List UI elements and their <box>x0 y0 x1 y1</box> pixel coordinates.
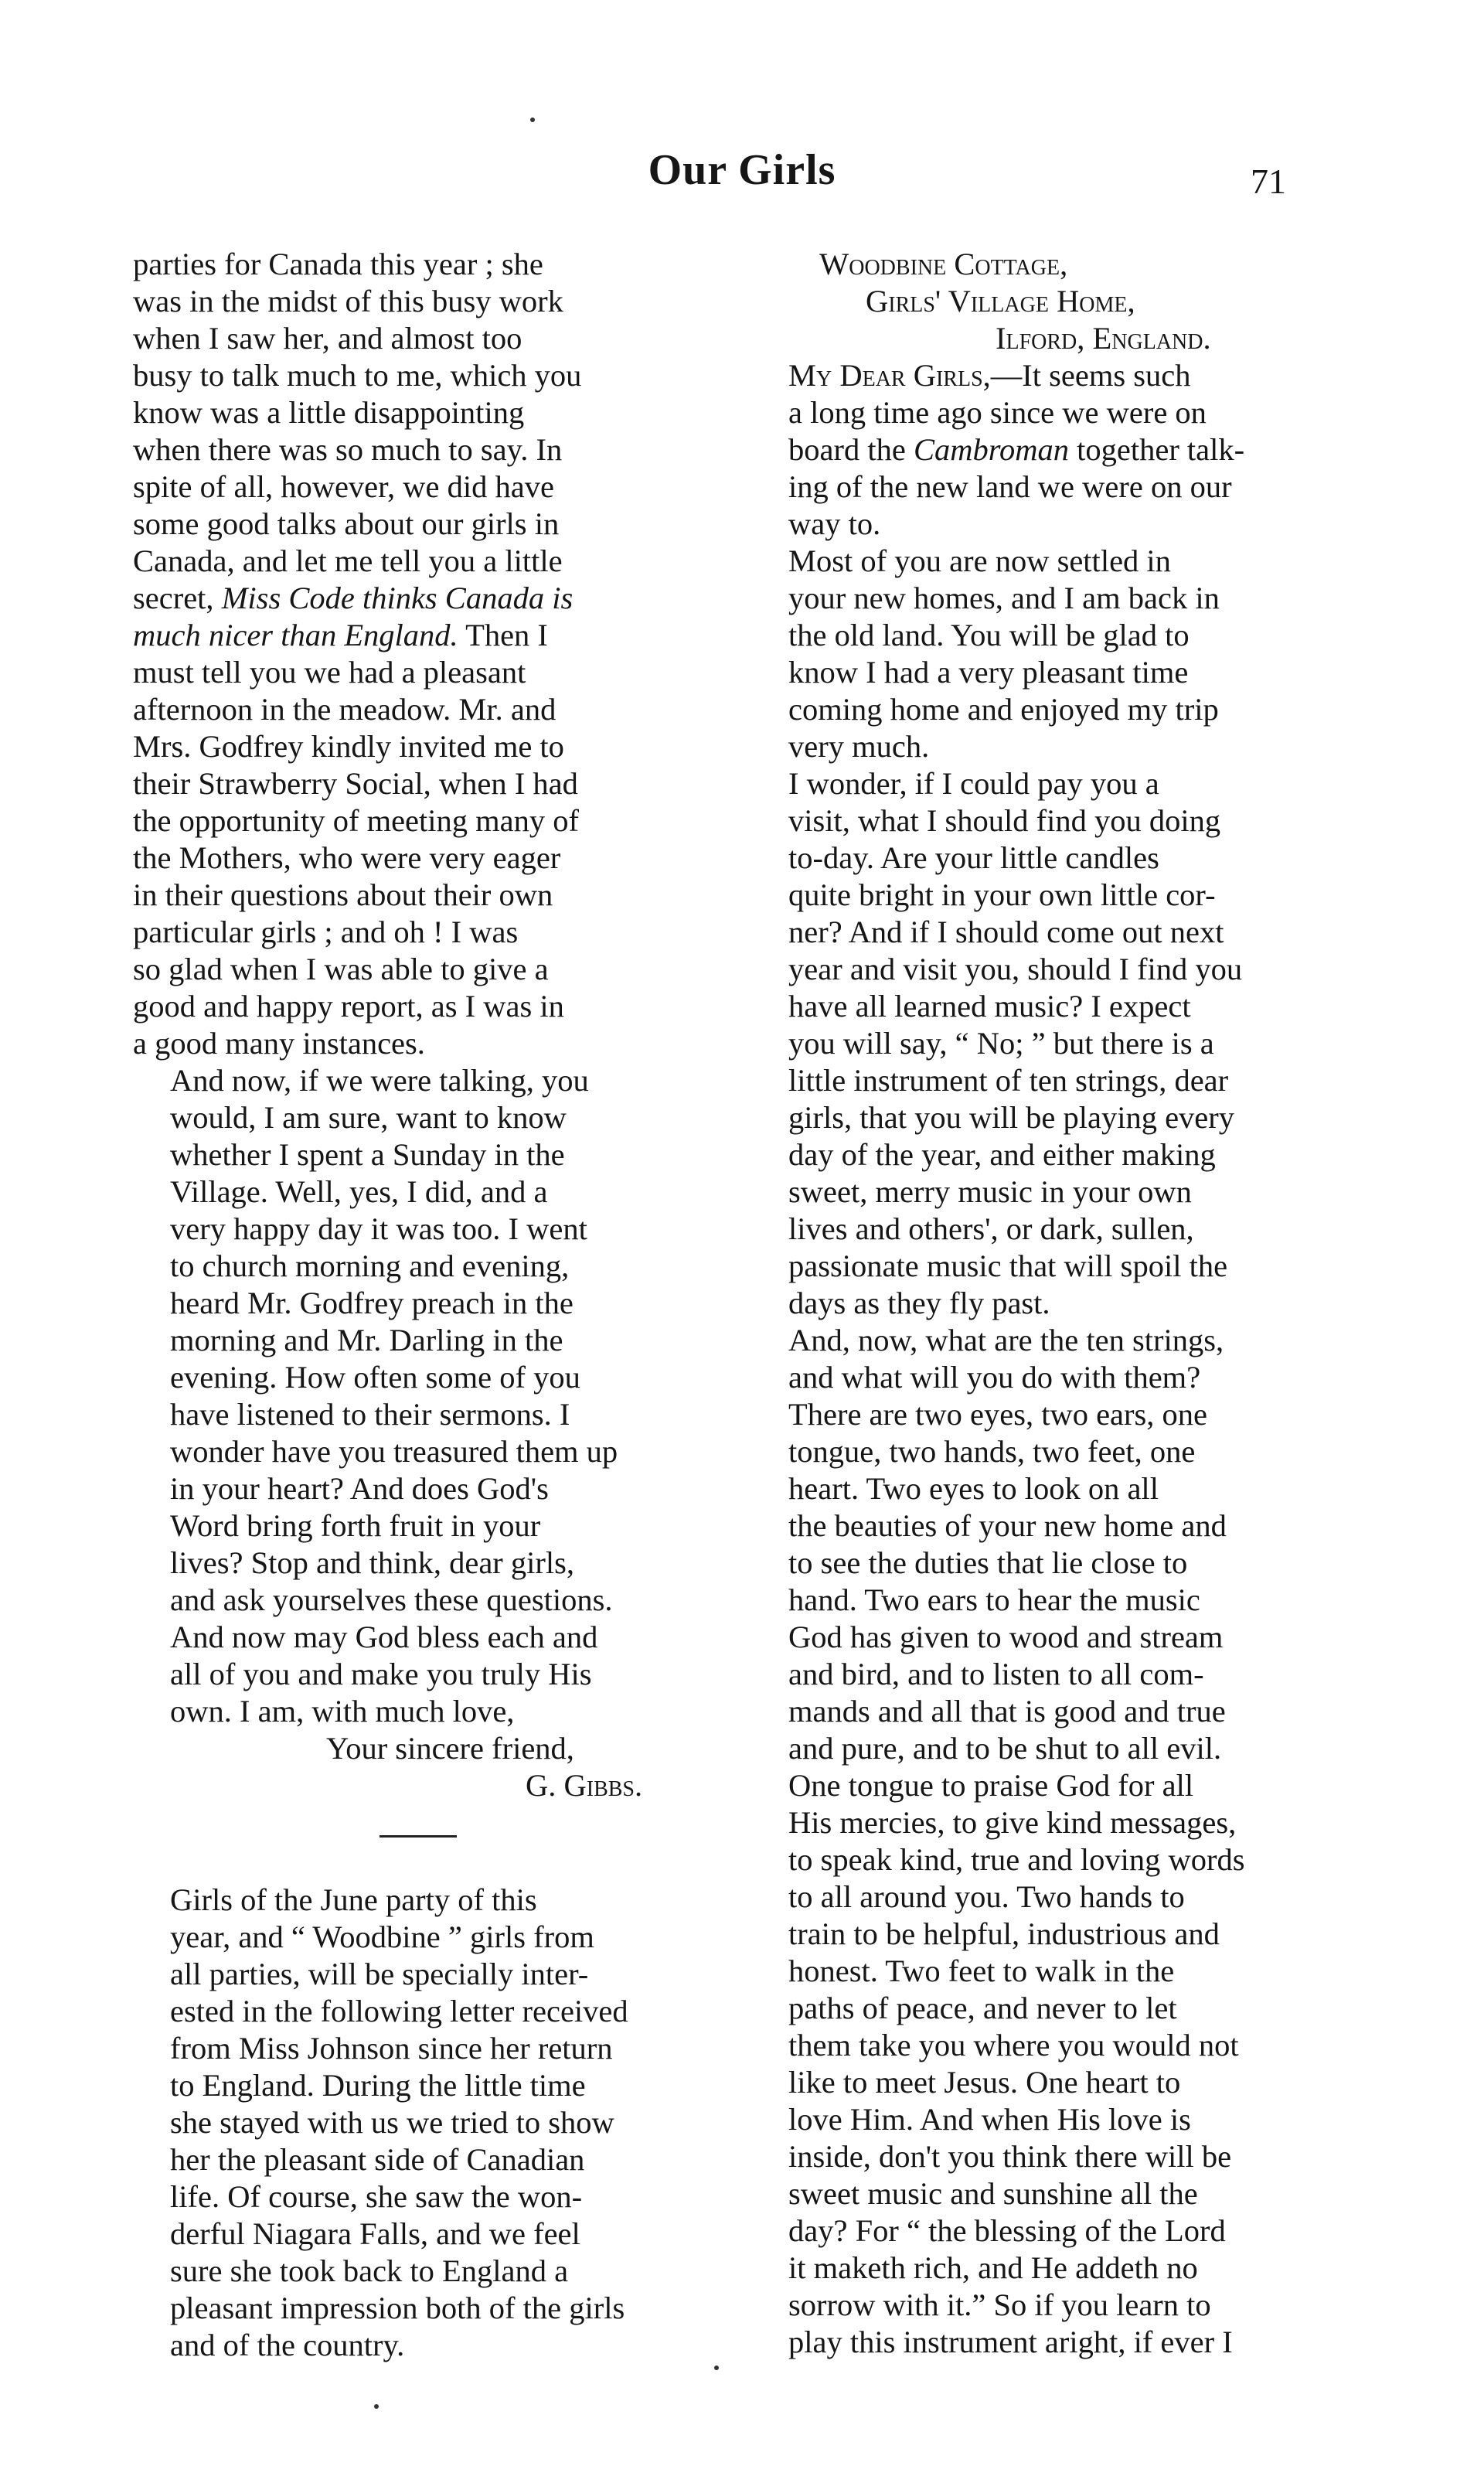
text-line: know I had a very pleasant time <box>788 655 1189 690</box>
text-line: evening. How often some of you <box>170 1360 580 1395</box>
text-line: to see the duties that lie close to <box>788 1545 1188 1580</box>
text-line: And now, if we were talking, you <box>170 1063 589 1098</box>
text-line: coming home and enjoyed my trip <box>788 692 1219 727</box>
page-title: Our Girls <box>648 146 836 194</box>
text-line: very much. <box>788 729 930 764</box>
text-line: pleasant impression both of the girls <box>170 2291 625 2325</box>
text-line: in their questions about their own <box>133 877 553 912</box>
speck-mark <box>714 2366 719 2370</box>
text-line: you will say, “ No; ” but there is a <box>788 1026 1214 1061</box>
right-paragraph-3 <box>751 765 1333 1322</box>
text-line: so glad when I was able to give a <box>133 952 549 986</box>
text-line: passionate music that will spoil the <box>788 1248 1228 1283</box>
text-line: lives and others', or dark, sullen, <box>788 1211 1194 1246</box>
address-line: Ilford, England. <box>996 321 1211 356</box>
text-line: And now may God bless each and <box>170 1620 598 1654</box>
text-line: the old land. You will be glad to <box>788 618 1190 652</box>
text-line: God has given to wood and stream <box>788 1620 1224 1654</box>
text-line: busy to talk much to me, which you <box>133 358 582 393</box>
text-line: from Miss Johnson since her return <box>170 2031 613 2066</box>
text-line: to speak kind, true and loving words <box>788 1842 1245 1877</box>
text-line: parties for Canada this year ; she <box>133 247 543 281</box>
text-line: quite bright in your own little cor- <box>788 877 1216 912</box>
text-line: honest. Two feet to walk in the <box>788 1953 1175 1988</box>
text-line: heard Mr. Godfrey preach in the <box>170 1286 574 1320</box>
text-line: it maketh rich, and He addeth no <box>788 2250 1198 2285</box>
text-line: little instrument of ten strings, dear <box>788 1063 1229 1098</box>
text-line: ested in the following letter received <box>170 1994 628 2028</box>
text-line: morning and Mr. Darling in the <box>170 1323 563 1357</box>
text-line: and bird, and to listen to all com- <box>788 1657 1204 1691</box>
text-line: she stayed with us we tried to show <box>170 2105 614 2140</box>
text-line: whether I spent a Sunday in the <box>170 1137 565 1172</box>
text-run: secret, <box>133 581 222 615</box>
speck-mark <box>374 2404 379 2409</box>
text-line: lives? Stop and think, dear girls, <box>170 1545 575 1580</box>
text-line: and of the country. <box>170 2328 405 2362</box>
text-line: Canada, and let me tell you a little <box>133 543 563 578</box>
text-line: way to. <box>788 506 881 541</box>
text-line: know was a little disappointing <box>133 395 525 430</box>
italic-run: much nicer than England. <box>133 618 458 652</box>
text-line: mands and all that is good and true <box>788 1694 1226 1729</box>
text-line: train to be helpful, industrious and <box>788 1916 1220 1951</box>
text-line <box>133 617 719 654</box>
salutation: My Dear Girls, <box>788 358 991 393</box>
text-line: to church morning and evening, <box>170 1248 570 1283</box>
text-line: have all learned music? I expect <box>788 989 1191 1024</box>
address-line: Girls' Village Home, <box>866 284 1135 318</box>
text-line: derful Niagara Falls, and we feel <box>170 2216 580 2251</box>
text-line: life. Of course, she saw the won- <box>170 2179 583 2214</box>
text-run: Then I <box>458 618 548 652</box>
text-line: day? For “ the blessing of the Lord <box>788 2213 1226 2248</box>
text-line: paths of peace, and never to let <box>788 1991 1177 2025</box>
left-paragraph-1 <box>133 246 719 1062</box>
text-line: must tell you we had a pleasant <box>133 655 526 690</box>
text-line: when I saw her, and almost too <box>133 321 522 356</box>
text-line: Mrs. Godfrey kindly invited me to <box>133 729 564 764</box>
right-paragraph-1 <box>751 357 1333 543</box>
text-line: would, I am sure, want to know <box>170 1100 567 1135</box>
text-line: to England. During the little time <box>170 2068 586 2103</box>
text-line: have listened to their sermons. I <box>170 1397 570 1432</box>
text-line: and what will you do with them? <box>788 1360 1201 1395</box>
italic-run: Cambroman <box>913 432 1069 467</box>
speck-mark <box>530 118 535 122</box>
page-number: 71 <box>1251 162 1286 201</box>
text-line: a good many instances. <box>133 1026 425 1061</box>
address-line: Woodbine Cottage, <box>819 247 1068 281</box>
italic-run: Miss Code thinks Canada is <box>221 581 574 615</box>
text-line: days as they fly past. <box>788 1286 1050 1320</box>
left-column <box>133 246 719 1804</box>
text-line: ner? And if I should come out next <box>788 915 1224 949</box>
text-line: Word bring forth fruit in your <box>170 1508 541 1543</box>
text-line: them take you where you would not <box>788 2028 1239 2062</box>
text-line <box>751 357 1333 394</box>
text-line: own. I am, with much love, <box>170 1694 515 1729</box>
text-line: very happy day it was too. I went <box>170 1211 587 1246</box>
text-line <box>751 431 1333 468</box>
text-line: the opportunity of meeting many of <box>133 803 580 838</box>
text-line: like to meet Jesus. One heart to <box>788 2065 1181 2100</box>
right-paragraph-4 <box>751 1322 1333 2361</box>
text-line: sweet music and sunshine all the <box>788 2176 1198 2211</box>
text-line: the Mothers, who were very eager <box>133 840 561 875</box>
text-line: ing of the new land we were on our <box>788 469 1232 504</box>
text-line: her the pleasant side of Canadian <box>170 2142 585 2177</box>
text-line: particular girls ; and oh ! I was <box>133 915 519 949</box>
text-line: One tongue to praise God for all <box>788 1768 1194 1803</box>
text-line: inside, don't you think there will be <box>788 2139 1232 2174</box>
text-line: I wonder, if I could pay you a <box>788 766 1159 801</box>
text-line: in your heart? And does God's <box>170 1471 549 1506</box>
text-run: —It seems such <box>990 358 1191 393</box>
text-line: was in the midst of this busy work <box>133 284 563 318</box>
text-line: when there was so much to say. In <box>133 432 563 467</box>
text-line: year, and “ Woodbine ” girls from <box>170 1919 594 1954</box>
text-line: His mercies, to give kind messages, <box>788 1805 1237 1840</box>
text-line: There are two eyes, two ears, one <box>788 1397 1208 1432</box>
text-line: your new homes, and I am back in <box>788 581 1220 615</box>
text-line: Village. Well, yes, I did, and a <box>170 1174 548 1209</box>
text-line: hand. Two ears to hear the music <box>788 1582 1200 1617</box>
text-line: wonder have you treasured them up <box>170 1434 618 1469</box>
text-line: good and happy report, as I was in <box>133 989 564 1024</box>
text-line: to-day. Are your little candles <box>788 840 1159 875</box>
text-line: sure she took back to England a <box>170 2253 569 2288</box>
text-line <box>133 580 719 617</box>
text-line: afternoon in the meadow. Mr. and <box>133 692 556 727</box>
text-line: sorrow with it.” So if you learn to <box>788 2287 1211 2322</box>
text-line: Most of you are now settled in <box>788 543 1171 578</box>
text-line: tongue, two hands, two feet, one <box>788 1434 1196 1469</box>
text-line: some good talks about our girls in <box>133 506 560 541</box>
text-line: all of you and make you truly His <box>170 1657 592 1691</box>
text-line: play this instrument aright, if ever I <box>788 2325 1233 2359</box>
text-line: day of the year, and either making <box>788 1137 1216 1172</box>
text-line: all parties, will be specially inter- <box>170 1957 589 1991</box>
text-line: and ask yourselves these questions. <box>170 1582 613 1617</box>
signature-line: G. Gibbs. <box>526 1768 643 1803</box>
text-line: sweet, merry music in your own <box>788 1174 1192 1209</box>
text-run: together talk- <box>1068 432 1245 467</box>
text-line: year and visit you, should I find you <box>788 952 1243 986</box>
section-divider <box>380 1835 457 1838</box>
left-paragraph-2 <box>133 1062 719 1730</box>
text-line: a long time ago since we were on <box>788 395 1207 430</box>
left-column-lower <box>133 1882 719 2364</box>
text-run: board the <box>788 432 914 467</box>
text-line: Girls of the June party of this <box>170 1882 537 1917</box>
right-paragraph-2 <box>751 543 1333 765</box>
right-column <box>751 246 1333 2361</box>
text-line: spite of all, however, we did have <box>133 469 554 504</box>
text-line: And, now, what are the ten strings, <box>788 1323 1224 1357</box>
text-line: heart. Two eyes to look on all <box>788 1471 1159 1506</box>
text-line: and pure, and to be shut to all evil. <box>788 1731 1222 1766</box>
text-line: love Him. And when His love is <box>788 2102 1191 2137</box>
text-line: the beauties of your new home and <box>788 1508 1227 1543</box>
left-paragraph-3 <box>133 1882 719 2364</box>
text-line: to all around you. Two hands to <box>788 1879 1185 1914</box>
text-line: visit, what I should find you doing <box>788 803 1221 838</box>
closing-line: Your sincere friend, <box>326 1731 574 1766</box>
text-line: their Strawberry Social, when I had <box>133 766 578 801</box>
text-line: girls, that you will be playing every <box>788 1100 1235 1135</box>
